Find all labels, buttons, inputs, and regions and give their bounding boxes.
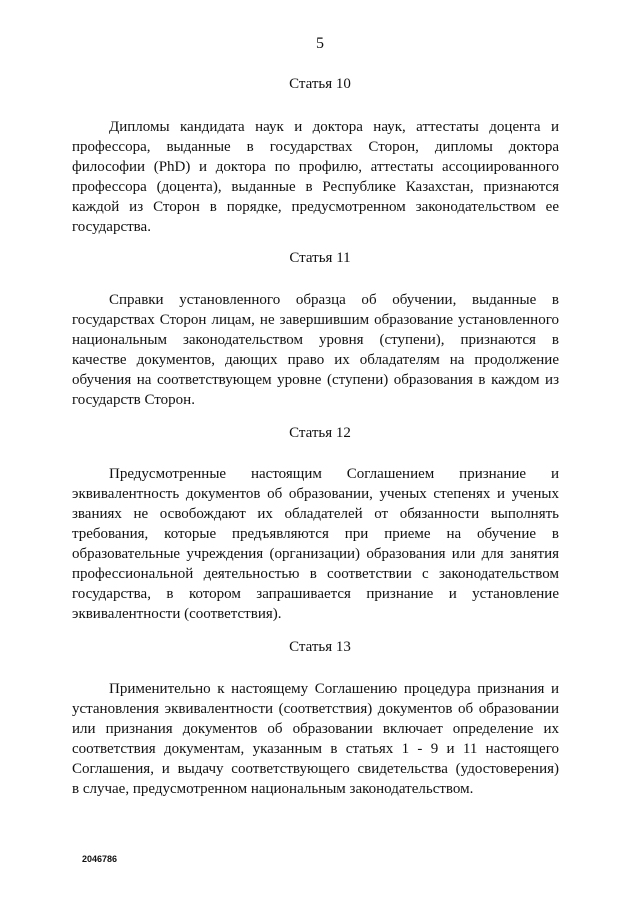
article-10-line: профессора, выданные в государствах Сторон, дипломы доктора <box>72 139 559 155</box>
article-10-line: каждой из Сторон в порядке, предусмотренном законодательством ее <box>72 199 559 215</box>
article-10-line: профессора (доцента), выданные в Республике Казахстан, признаются <box>72 179 559 195</box>
article-11-text <box>72 290 559 410</box>
article-13-line: Применительно к настоящему Соглашению процедура признания и <box>109 681 559 697</box>
article-10-line: государства. <box>72 219 151 235</box>
article-11-heading: Статья 11 <box>289 250 351 266</box>
article-11-line: Справки установленного образца об обучении, выданные в <box>109 292 559 308</box>
article-10-text <box>72 117 559 237</box>
article-13-text <box>72 679 559 799</box>
page-number: 5 <box>316 35 324 52</box>
article-12-text <box>72 464 559 624</box>
article-10-heading: Статья 10 <box>289 76 351 92</box>
article-11-line: национальным законодательством уровня (ступени), признаются в <box>72 332 559 348</box>
article-13-line: соответствия документам, указанным в статьях 1 - 9 и 11 настоящего <box>72 741 559 757</box>
article-12-heading: Статья 12 <box>289 425 351 441</box>
article-12-line: государства, в котором запрашивается признание и установление <box>72 586 559 602</box>
article-12-line: требования, которые предъявляются при приеме на обучение в <box>72 526 559 542</box>
article-11-line: качестве документов, дающих право их обладателям на продолжение <box>72 352 559 368</box>
article-13-line: установления эквивалентности (соответствия) документов об образовании <box>72 701 559 717</box>
article-12-line: образовательные учреждения (организации) образования или для занятия <box>72 546 559 562</box>
article-12-line: эквивалентности (соответствия). <box>72 606 282 622</box>
article-11-line: обучения на соответствующем уровне (ступени) образования в каждом из <box>72 372 559 388</box>
article-12-line: профессиональной деятельностью в соответствии с законодательством <box>72 566 559 582</box>
article-10-line: философии (PhD) и доктора по профилю, аттестаты ассоциированного <box>72 159 559 175</box>
article-10-line: Дипломы кандидата наук и доктора наук, аттестаты доцента и <box>109 119 559 135</box>
article-13-heading: Статья 13 <box>289 639 351 655</box>
article-13-line: в случае, предусмотренном национальным законодательством. <box>72 781 474 797</box>
article-13-line: Соглашения, и выдачу соответствующего свидетельства (удостоверения) <box>72 761 559 777</box>
article-11-line: государствах Сторон лицам, не завершившим образование установленного <box>72 312 559 328</box>
article-12-line: Предусмотренные настоящим Соглашением признание и <box>109 466 559 482</box>
article-12-line: званиях не освобождают их обладателей от обязанности выполнять <box>72 506 559 522</box>
document-code: 2046786 <box>82 854 118 864</box>
article-11-line: государств Сторон. <box>72 392 195 408</box>
article-13-line: или признания документов об образовании включает определение их <box>72 721 559 737</box>
article-12-line: эквивалентность документов об образовании, ученых степенях и ученых <box>72 486 559 502</box>
